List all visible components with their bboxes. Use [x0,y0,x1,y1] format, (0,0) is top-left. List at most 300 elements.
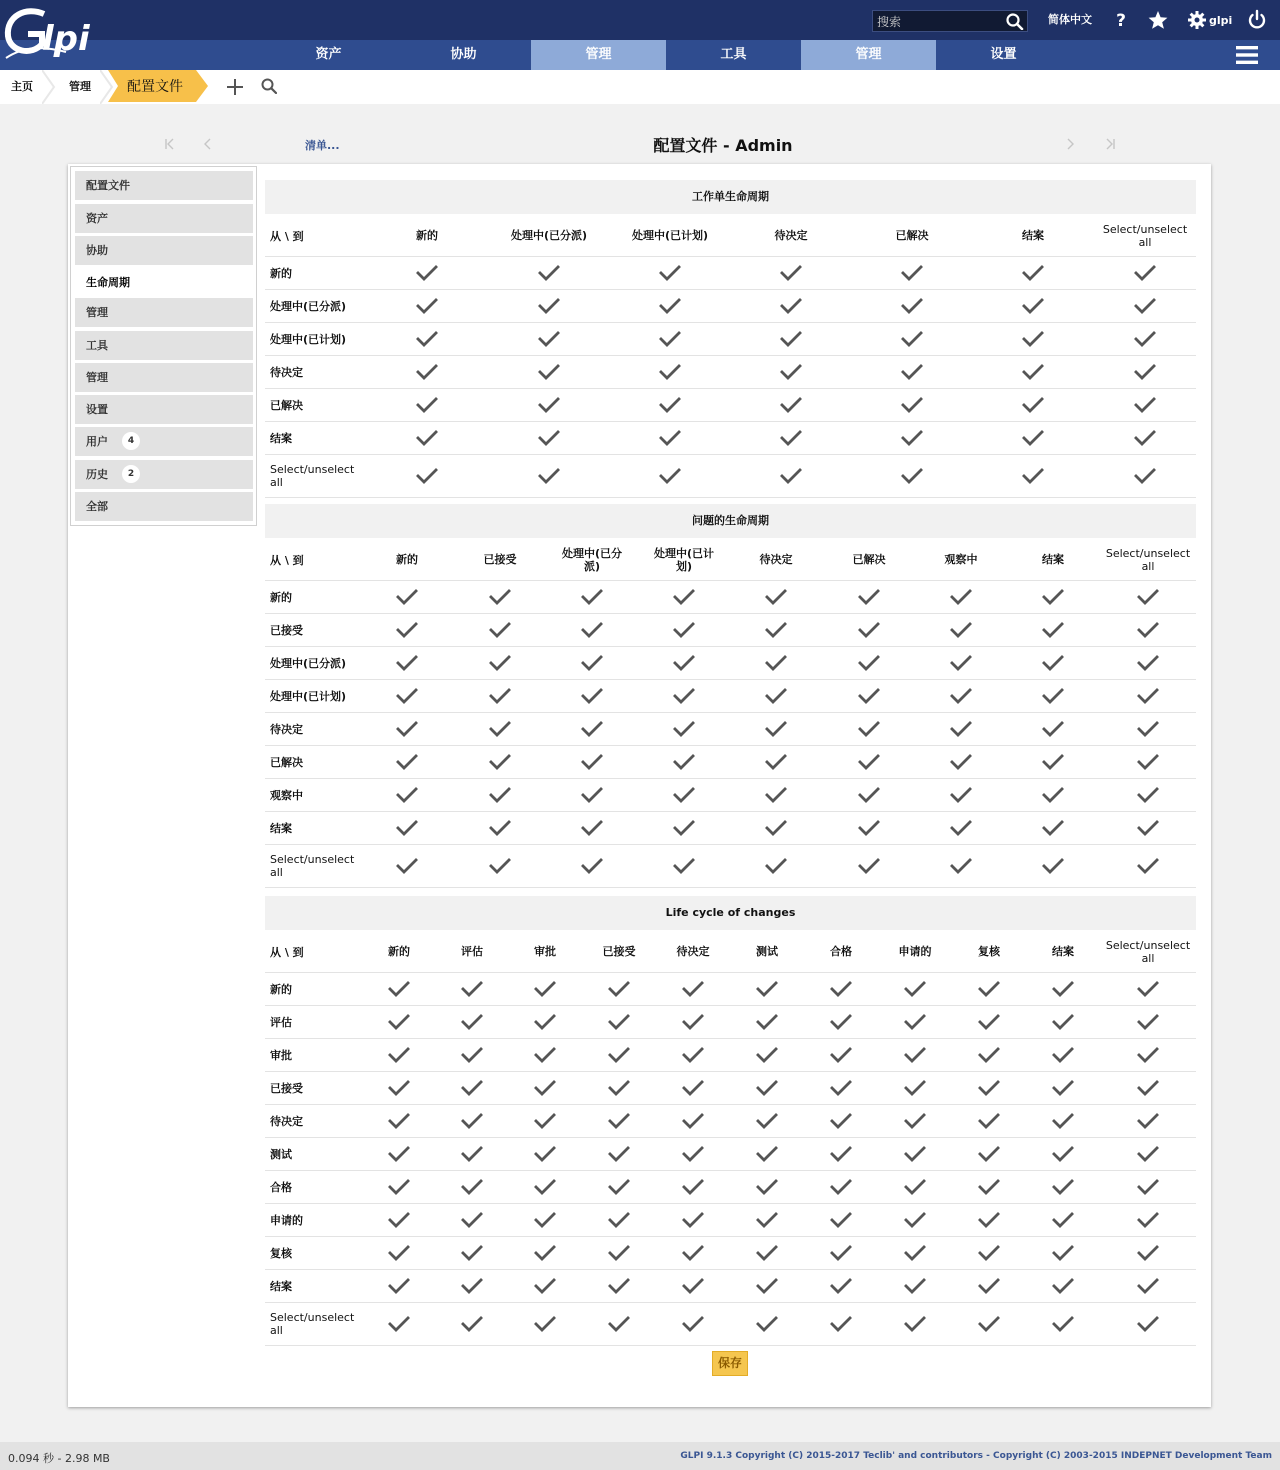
select-all-column-header[interactable]: Select/unselect all [1105,938,1191,965]
checkmark-icon[interactable] [1052,1145,1074,1163]
checkmark-icon[interactable] [673,687,695,705]
select-all-column-header[interactable]: Select/unselect all [1105,546,1191,573]
checkmark-icon[interactable] [608,1178,630,1196]
tab-setup[interactable] [75,395,253,424]
checkmark-icon[interactable] [904,1315,926,1333]
next-page-icon[interactable] [1063,136,1077,152]
checkmark-icon[interactable] [388,1244,410,1262]
checkmark-icon[interactable] [904,980,926,998]
checkmark-icon[interactable] [581,588,603,606]
checkmark-icon[interactable] [416,297,438,315]
checkmark-icon[interactable] [765,786,787,804]
menu-item-assistance[interactable]: 协助 [450,47,477,62]
checkmark-icon[interactable] [396,621,418,639]
checkmark-icon[interactable] [1042,588,1064,606]
save-button[interactable]: 保存 [712,1351,748,1376]
checkmark-icon[interactable] [388,980,410,998]
hamburger-menu-icon[interactable] [1236,45,1258,65]
checkmark-icon[interactable] [1022,297,1044,315]
checkmark-icon[interactable] [1052,1046,1074,1064]
checkmark-icon[interactable] [581,753,603,771]
checkmark-icon[interactable] [904,1079,926,1097]
checkmark-icon[interactable] [901,467,923,485]
checkmark-icon[interactable] [461,1315,483,1333]
checkmark-icon[interactable] [904,1178,926,1196]
checkmark-icon[interactable] [388,1211,410,1229]
checkmark-icon[interactable] [765,720,787,738]
checkmark-icon[interactable] [780,467,802,485]
checkmark-icon[interactable] [1052,1277,1074,1295]
checkmark-icon[interactable] [461,980,483,998]
checkmark-icon[interactable] [608,1079,630,1097]
checkmark-icon[interactable] [1134,467,1156,485]
checkmark-icon[interactable] [659,363,681,381]
checkmark-icon[interactable] [1052,1112,1074,1130]
checkmark-icon[interactable] [950,819,972,837]
menu-item-administration[interactable]: 管理 [801,40,936,70]
checkmark-icon[interactable] [1134,396,1156,414]
checkmark-icon[interactable] [1042,786,1064,804]
checkmark-icon[interactable] [1052,1079,1074,1097]
checkmark-icon[interactable] [1137,687,1159,705]
checkmark-icon[interactable] [950,786,972,804]
checkmark-icon[interactable] [1137,1244,1159,1262]
checkmark-icon[interactable] [1052,980,1074,998]
checkmark-icon[interactable] [1134,264,1156,282]
checkmark-icon[interactable] [534,1211,556,1229]
language-selector[interactable]: 简体中文 [1048,13,1092,26]
checkmark-icon[interactable] [765,687,787,705]
checkmark-icon[interactable] [682,1013,704,1031]
checkmark-icon[interactable] [581,857,603,875]
gear-icon[interactable] [1186,9,1208,31]
checkmark-icon[interactable] [461,1277,483,1295]
tab-administration[interactable] [75,363,253,392]
checkmark-icon[interactable] [461,1178,483,1196]
checkmark-icon[interactable] [1134,363,1156,381]
checkmark-icon[interactable] [765,588,787,606]
checkmark-icon[interactable] [581,819,603,837]
select-all-column-header[interactable]: Select/unselect all [1102,222,1188,249]
checkmark-icon[interactable] [756,1145,778,1163]
checkmark-icon[interactable] [904,1112,926,1130]
checkmark-icon[interactable] [682,980,704,998]
user-name[interactable]: glpi [1209,14,1233,27]
checkmark-icon[interactable] [1042,819,1064,837]
tab-all[interactable] [75,492,253,521]
first-page-icon[interactable] [163,136,177,152]
checkmark-icon[interactable] [1137,1277,1159,1295]
checkmark-icon[interactable] [765,654,787,672]
checkmark-icon[interactable] [1137,753,1159,771]
checkmark-icon[interactable] [756,1178,778,1196]
search-icon[interactable] [261,78,277,94]
tab-label: 管理 [86,371,108,384]
checkmark-icon[interactable] [1042,857,1064,875]
checkmark-icon[interactable] [1137,720,1159,738]
checkmark-icon[interactable] [1137,1046,1159,1064]
checkmark-icon[interactable] [659,264,681,282]
checkmark-icon[interactable] [396,654,418,672]
checkmark-icon[interactable] [659,429,681,447]
checkmark-icon[interactable] [682,1079,704,1097]
search-icon[interactable] [1005,12,1025,30]
checkmark-icon[interactable] [901,297,923,315]
checkmark-icon[interactable] [1134,297,1156,315]
checkmark-icon[interactable] [673,753,695,771]
checkmark-icon[interactable] [1022,264,1044,282]
checkmark-icon[interactable] [978,1145,1000,1163]
checkmark-icon[interactable] [1137,857,1159,875]
checkmark-icon[interactable] [396,857,418,875]
search-input[interactable] [873,12,1001,32]
checkmark-icon[interactable] [830,1046,852,1064]
checkmark-icon[interactable] [756,1211,778,1229]
checkmark-icon[interactable] [756,1315,778,1333]
checkmark-icon[interactable] [780,264,802,282]
checkmark-icon[interactable] [534,980,556,998]
checkmark-icon[interactable] [682,1178,704,1196]
checkmark-icon[interactable] [1137,588,1159,606]
checkmark-icon[interactable] [858,621,880,639]
checkmark-icon[interactable] [673,786,695,804]
checkmark-icon[interactable] [388,1315,410,1333]
checkmark-icon[interactable] [901,264,923,282]
checkmark-icon[interactable] [978,1244,1000,1262]
tab-management[interactable] [75,298,253,327]
checkmark-icon[interactable] [858,687,880,705]
checkmark-icon[interactable] [858,588,880,606]
checkmark-icon[interactable] [534,1244,556,1262]
checkmark-icon[interactable] [780,429,802,447]
star-icon[interactable] [1147,9,1169,31]
checkmark-icon[interactable] [765,621,787,639]
checkmark-icon[interactable] [1042,720,1064,738]
checkmark-icon[interactable] [904,1013,926,1031]
checkmark-icon[interactable] [858,819,880,837]
tab-history[interactable] [75,460,253,489]
checkmark-icon[interactable] [673,857,695,875]
checkmark-icon[interactable] [388,1046,410,1064]
checkmark-icon[interactable] [950,857,972,875]
checkmark-icon[interactable] [765,753,787,771]
checkmark-icon[interactable] [1022,429,1044,447]
checkmark-icon[interactable] [682,1046,704,1064]
row-label: 观察中 [270,788,303,802]
checkmark-icon[interactable] [978,980,1000,998]
checkmark-icon[interactable] [388,1079,410,1097]
checkmark-icon[interactable] [534,1315,556,1333]
checkmark-icon[interactable] [489,753,511,771]
tab-tools[interactable] [75,331,253,360]
checkmark-icon[interactable] [1022,467,1044,485]
checkmark-icon[interactable] [904,1145,926,1163]
checkmark-icon[interactable] [858,786,880,804]
checkmark-icon[interactable] [461,1112,483,1130]
last-page-icon[interactable] [1103,136,1117,152]
checkmark-icon[interactable] [756,1013,778,1031]
checkmark-icon[interactable] [830,980,852,998]
checkmark-icon[interactable] [659,330,681,348]
checkmark-icon[interactable] [489,588,511,606]
checkmark-icon[interactable] [489,786,511,804]
checkmark-icon[interactable] [673,588,695,606]
checkmark-icon[interactable] [1052,1315,1074,1333]
checkmark-icon[interactable] [396,753,418,771]
checkmark-icon[interactable] [534,1046,556,1064]
add-icon[interactable] [226,78,244,96]
checkmark-icon[interactable] [830,1145,852,1163]
checkmark-icon[interactable] [830,1112,852,1130]
checkmark-icon[interactable] [534,1277,556,1295]
checkmark-icon[interactable] [538,467,560,485]
checkmark-icon[interactable] [1137,1112,1159,1130]
tab-assistance[interactable] [75,236,253,265]
checkmark-icon[interactable] [682,1277,704,1295]
checkmark-icon[interactable] [581,621,603,639]
checkmark-icon[interactable] [534,1112,556,1130]
checkmark-icon[interactable] [534,1079,556,1097]
checkmark-icon[interactable] [1052,1178,1074,1196]
checkmark-icon[interactable] [950,654,972,672]
checkmark-icon[interactable] [950,588,972,606]
checkmark-icon[interactable] [416,264,438,282]
checkmark-icon[interactable] [461,1013,483,1031]
checkmark-icon[interactable] [682,1315,704,1333]
checkmark-icon[interactable] [756,1112,778,1130]
checkmark-icon[interactable] [1137,786,1159,804]
list-link[interactable]: 清单... [305,139,340,152]
checkmark-icon[interactable] [904,1211,926,1229]
checkmark-icon[interactable] [538,396,560,414]
checkmark-icon[interactable] [901,429,923,447]
breadcrumb-current[interactable]: 配置文件 [127,79,183,95]
checkmark-icon[interactable] [659,396,681,414]
menu-item-management[interactable]: 管理 [531,40,666,70]
checkmark-icon[interactable] [780,363,802,381]
checkmark-icon[interactable] [1042,687,1064,705]
checkmark-icon[interactable] [858,753,880,771]
checkmark-icon[interactable] [1137,1079,1159,1097]
checkmark-icon[interactable] [396,720,418,738]
checkmark-icon[interactable] [534,1178,556,1196]
checkmark-icon[interactable] [830,1178,852,1196]
glpi-logo[interactable] [4,6,104,66]
checkmark-icon[interactable] [538,264,560,282]
checkmark-icon[interactable] [756,980,778,998]
checkmark-icon[interactable] [489,687,511,705]
footer-copyright[interactable]: GLPI 9.1.3 Copyright (C) 2015-2017 Teclib' and contributors - Copyright (C) 2003-2015 INDEPNET Development Team [680,1451,1272,1461]
checkmark-icon[interactable] [489,621,511,639]
checkmark-icon[interactable] [1042,654,1064,672]
checkmark-icon[interactable] [1137,1145,1159,1163]
checkmark-icon[interactable] [1134,429,1156,447]
menu-item-tools[interactable]: 工具 [720,47,747,62]
checkmark-icon[interactable] [461,1046,483,1064]
checkmark-icon[interactable] [682,1112,704,1130]
checkmark-icon[interactable] [756,1079,778,1097]
checkmark-icon[interactable] [608,1046,630,1064]
checkmark-icon[interactable] [765,819,787,837]
checkmark-icon[interactable] [388,1277,410,1295]
checkmark-icon[interactable] [830,1211,852,1229]
checkmark-icon[interactable] [1137,1013,1159,1031]
checkmark-icon[interactable] [1052,1244,1074,1262]
checkmark-icon[interactable] [581,687,603,705]
checkmark-icon[interactable] [978,1315,1000,1333]
checkmark-icon[interactable] [416,363,438,381]
checkmark-icon[interactable] [1022,363,1044,381]
checkmark-icon[interactable] [978,1178,1000,1196]
checkmark-icon[interactable] [461,1079,483,1097]
checkmark-icon[interactable] [673,654,695,672]
menu-item-setup[interactable]: 设置 [990,47,1017,62]
checkmark-icon[interactable] [1134,330,1156,348]
checkmark-icon[interactable] [780,297,802,315]
checkmark-icon[interactable] [756,1046,778,1064]
checkmark-icon[interactable] [388,1013,410,1031]
checkmark-icon[interactable] [608,1315,630,1333]
checkmark-icon[interactable] [830,1277,852,1295]
checkmark-icon[interactable] [978,1211,1000,1229]
tab-profile[interactable] [75,171,253,200]
checkmark-icon[interactable] [950,687,972,705]
checkmark-icon[interactable] [1137,621,1159,639]
checkmark-icon[interactable] [858,857,880,875]
checkmark-icon[interactable] [978,1013,1000,1031]
checkmark-icon[interactable] [780,396,802,414]
checkmark-icon[interactable] [904,1046,926,1064]
checkmark-icon[interactable] [396,687,418,705]
checkmark-icon[interactable] [904,1277,926,1295]
checkmark-icon[interactable] [950,753,972,771]
checkmark-icon[interactable] [901,363,923,381]
checkmark-icon[interactable] [904,1244,926,1262]
checkmark-icon[interactable] [1137,1178,1159,1196]
checkmark-icon[interactable] [1052,1013,1074,1031]
checkmark-icon[interactable] [765,857,787,875]
checkmark-icon[interactable] [396,786,418,804]
breadcrumb-home[interactable]: 主页 [11,80,33,93]
tab-lifecycle[interactable] [75,268,253,297]
checkmark-icon[interactable] [1137,1211,1159,1229]
checkmark-icon[interactable] [416,467,438,485]
checkmark-icon[interactable] [489,654,511,672]
checkmark-icon[interactable] [388,1178,410,1196]
checkmark-icon[interactable] [830,1079,852,1097]
checkmark-icon[interactable] [978,1277,1000,1295]
checkmark-icon[interactable] [1042,753,1064,771]
menu-item-assets[interactable]: 资产 [315,47,342,62]
checkmark-icon[interactable] [1022,330,1044,348]
checkmark-icon[interactable] [461,1145,483,1163]
checkmark-icon[interactable] [396,588,418,606]
checkmark-icon[interactable] [978,1112,1000,1130]
checkmark-icon[interactable] [756,1244,778,1262]
checkmark-icon[interactable] [780,330,802,348]
logout-icon[interactable] [1246,9,1268,31]
previous-page-icon[interactable] [201,136,215,152]
checkmark-icon[interactable] [581,654,603,672]
checkmark-icon[interactable] [581,786,603,804]
checkmark-icon[interactable] [534,1145,556,1163]
checkmark-icon[interactable] [461,1244,483,1262]
checkmark-icon[interactable] [538,429,560,447]
checkmark-icon[interactable] [1022,396,1044,414]
checkmark-icon[interactable] [978,1079,1000,1097]
checkmark-icon[interactable] [901,396,923,414]
checkmark-icon[interactable] [682,1145,704,1163]
checkmark-icon[interactable] [608,1145,630,1163]
checkmark-icon[interactable] [388,1112,410,1130]
checkmark-icon[interactable] [901,330,923,348]
checkmark-icon[interactable] [1137,980,1159,998]
checkmark-icon[interactable] [1137,654,1159,672]
checkmark-icon[interactable] [534,1013,556,1031]
checkmark-icon[interactable] [1042,621,1064,639]
checkmark-icon[interactable] [388,1145,410,1163]
checkmark-icon[interactable] [673,720,695,738]
checkmark-icon[interactable] [659,297,681,315]
checkmark-icon[interactable] [1137,819,1159,837]
checkmark-icon[interactable] [978,1046,1000,1064]
checkmark-icon[interactable] [858,654,880,672]
checkmark-icon[interactable] [756,1277,778,1295]
checkmark-icon[interactable] [489,720,511,738]
checkmark-icon[interactable] [608,1277,630,1295]
checkmark-icon[interactable] [830,1315,852,1333]
select-all-row-label[interactable]: Select/unselect all [270,853,355,879]
checkmark-icon[interactable] [950,621,972,639]
checkmark-icon[interactable] [950,720,972,738]
checkmark-icon[interactable] [416,396,438,414]
checkmark-icon[interactable] [682,1211,704,1229]
checkmark-icon[interactable] [489,857,511,875]
checkmark-icon[interactable] [416,330,438,348]
checkmark-icon[interactable] [489,819,511,837]
checkmark-icon[interactable] [682,1244,704,1262]
checkmark-icon[interactable] [538,330,560,348]
checkmark-icon[interactable] [608,1211,630,1229]
checkmark-icon[interactable] [538,363,560,381]
checkmark-icon[interactable] [396,819,418,837]
row-label: 处理中(已计划) [270,689,347,703]
help-icon[interactable] [1110,9,1132,31]
select-all-row-label[interactable]: Select/unselect all [270,1311,355,1337]
checkmark-icon[interactable] [608,980,630,998]
select-all-row-label[interactable]: Select/unselect all [270,463,355,489]
checkmark-icon[interactable] [608,1244,630,1262]
checkmark-icon[interactable] [659,467,681,485]
checkmark-icon[interactable] [416,429,438,447]
checkmark-icon[interactable] [608,1112,630,1130]
checkmark-icon[interactable] [673,819,695,837]
checkmark-icon[interactable] [608,1013,630,1031]
checkmark-icon[interactable] [673,621,695,639]
checkmark-icon[interactable] [830,1013,852,1031]
checkmark-icon[interactable] [1052,1211,1074,1229]
checkmark-icon[interactable] [461,1211,483,1229]
checkmark-icon[interactable] [581,720,603,738]
checkmark-icon[interactable] [830,1244,852,1262]
checkmark-icon[interactable] [538,297,560,315]
tab-assets[interactable] [75,204,253,233]
row-label: 待决定 [270,365,303,379]
checkmark-icon[interactable] [1137,1315,1159,1333]
tab-users[interactable] [75,427,253,456]
checkmark-icon[interactable] [858,720,880,738]
breadcrumb-admin[interactable]: 管理 [69,80,91,93]
